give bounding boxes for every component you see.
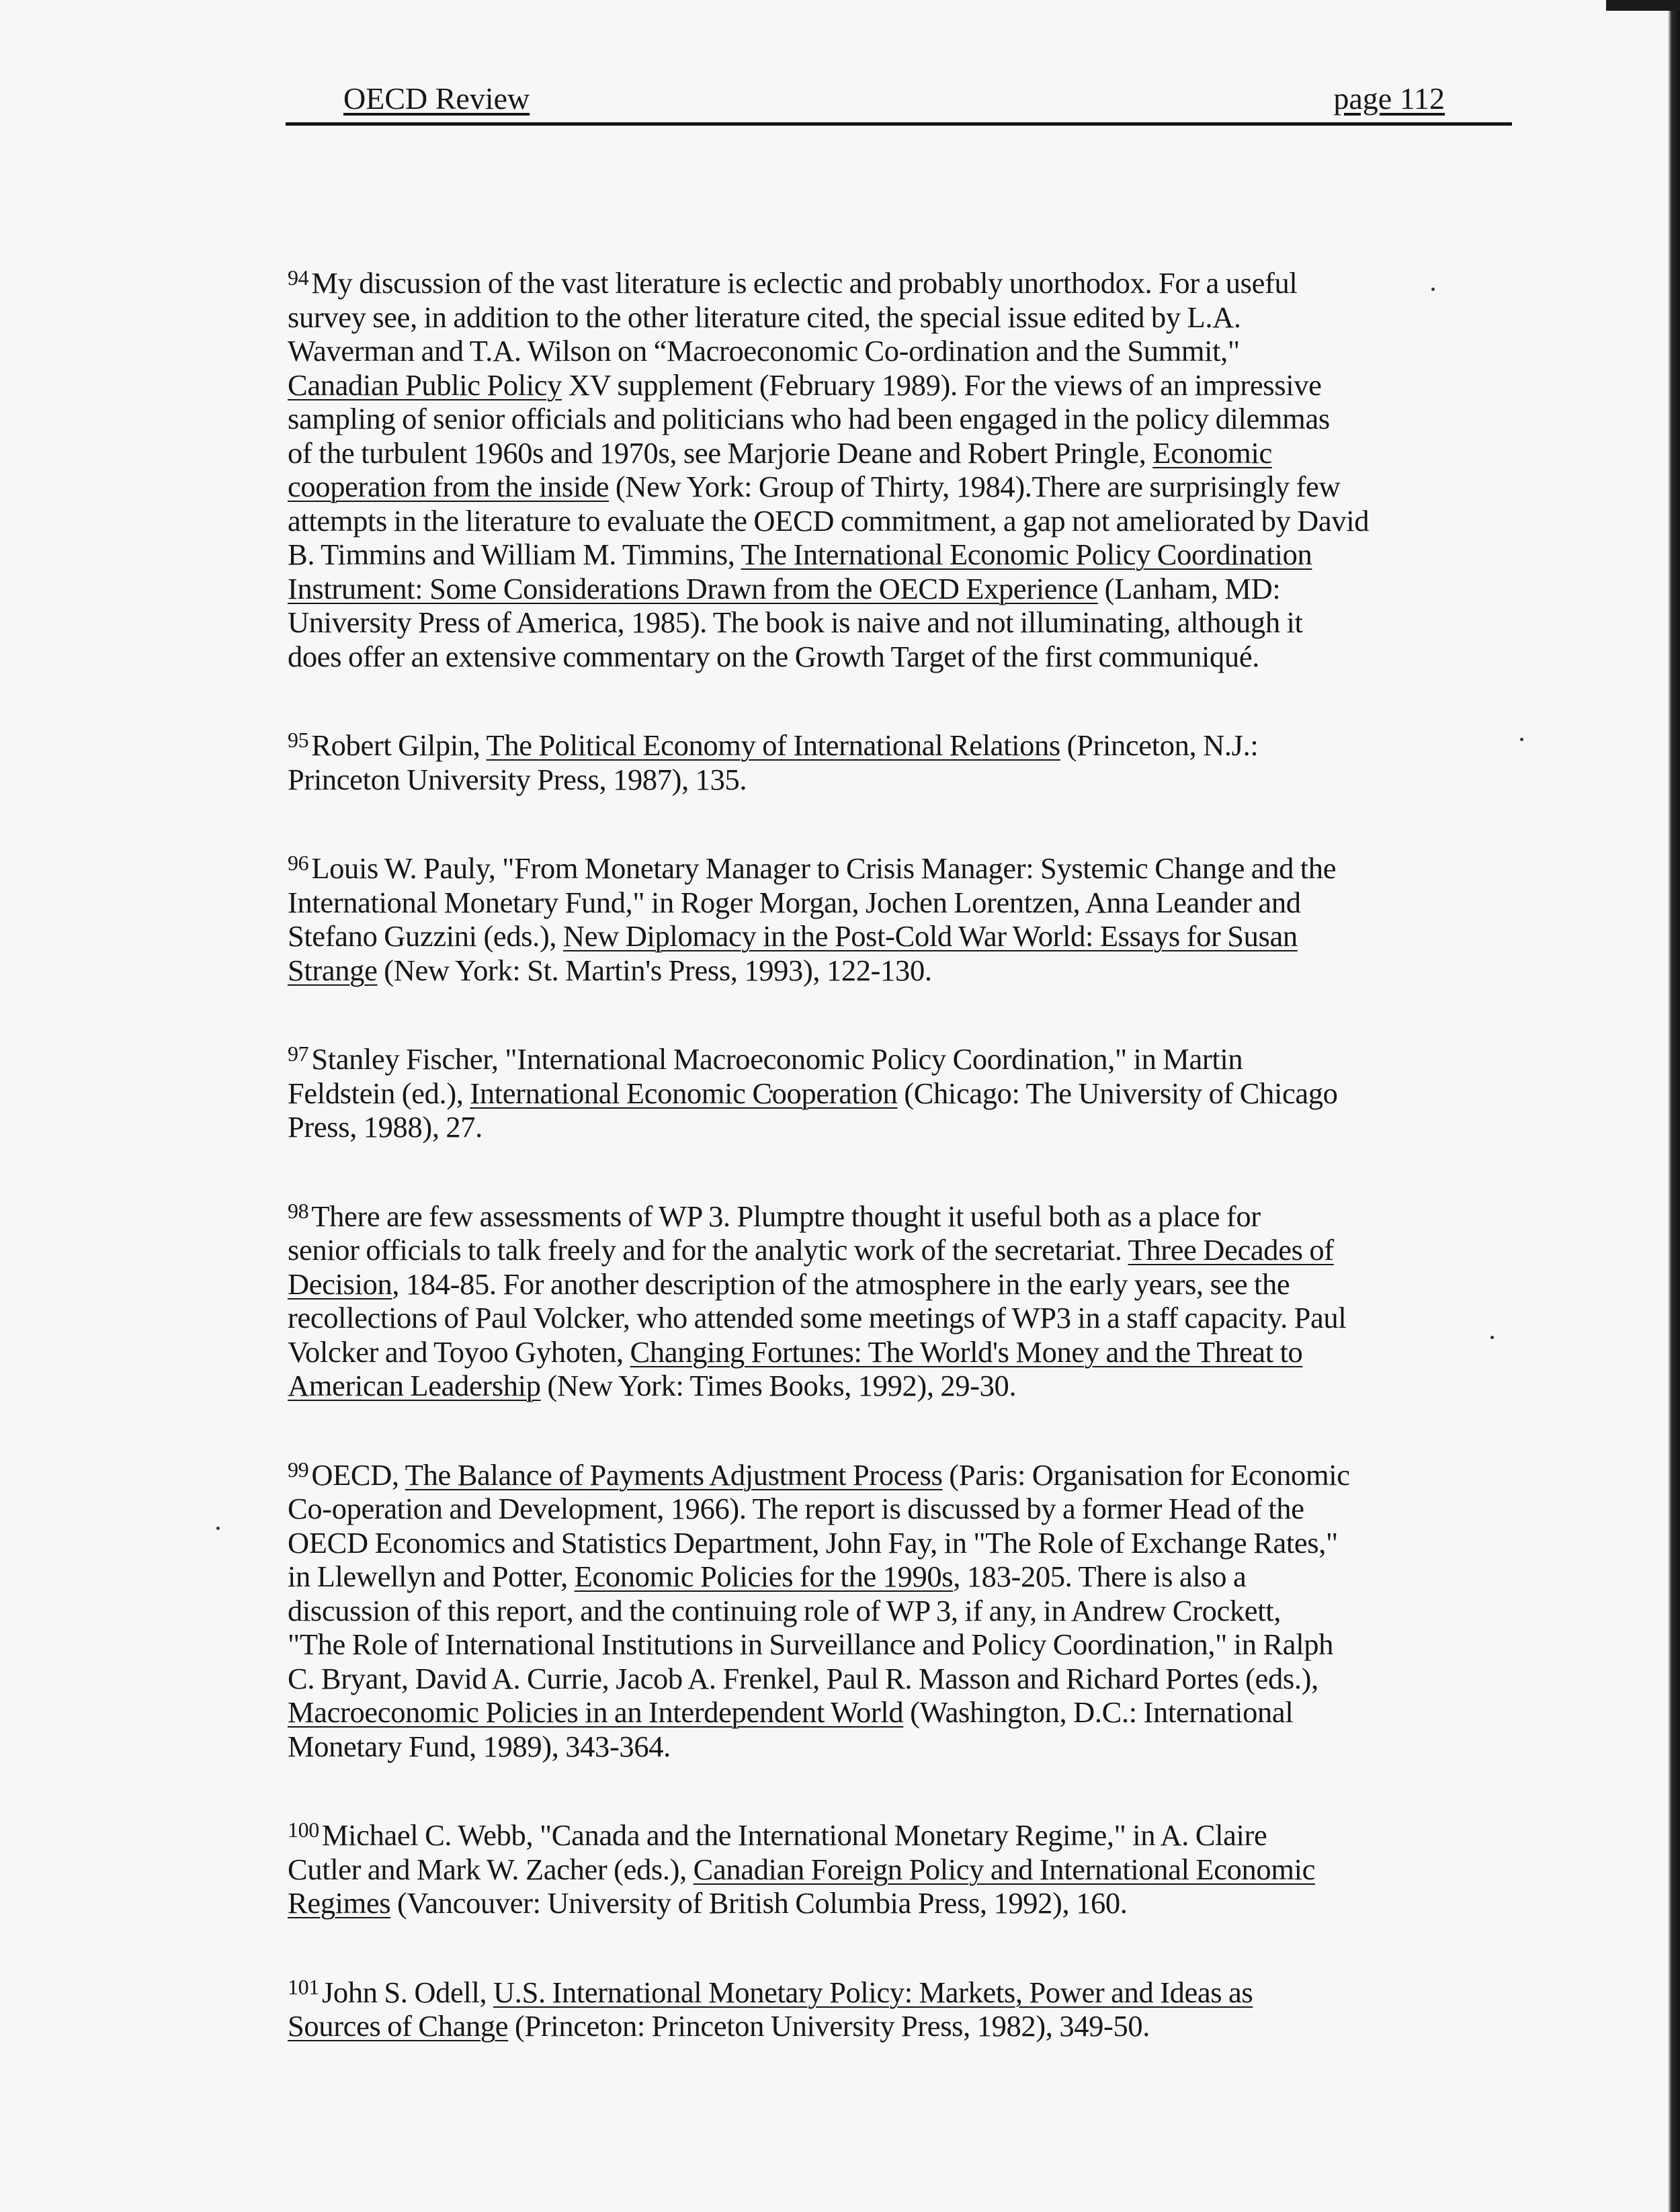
footnote-text: , 184-85. For another description of the atmosphere in the early years, see the recollections of Paul Volcker, who attended some meetings of WP3 in a staff capacity. Paul Volcker and Toyoo Gyhoten, bbox=[288, 1267, 1347, 1369]
cited-title: International Economic Cooperation bbox=[470, 1076, 898, 1110]
footnote-number: 97 bbox=[288, 1041, 309, 1066]
footnote-99 bbox=[288, 1453, 1524, 1764]
scan-corner bbox=[1606, 0, 1680, 11]
footnote-number: 99 bbox=[288, 1457, 309, 1482]
footnote-95 bbox=[288, 723, 1524, 796]
footnote-97 bbox=[288, 1037, 1524, 1144]
footnote-text: , 183-205. There is also a discussion of this report, and the continuing role of WP 3, if any, in Andrew Crockett, "The Role of International Institutions in Surveillance and Policy Coordination," in Ralph C. Bryant, David A. Currie, Jacob A. Frenkel, Paul R. Masson and Richard Portes (eds.), bbox=[288, 1560, 1334, 1695]
footnote-number: 95 bbox=[288, 728, 309, 752]
page-header bbox=[286, 79, 1512, 126]
scan-border bbox=[1668, 0, 1680, 2212]
cited-title: Canadian Foreign Policy and International Economic Regimes bbox=[288, 1852, 1316, 1920]
cited-title: Canadian Public Policy bbox=[288, 368, 562, 402]
footnote-text: OECD, bbox=[311, 1457, 405, 1492]
footnote-text: (New York: Times Books, 1992), 29-30. bbox=[540, 1369, 1017, 1402]
footnote-94 bbox=[288, 261, 1524, 673]
footnote-text: XV supplement (February 1989). For the views of an impressive sampling of senior officials and politicians who had been engaged in the policy dilemmas of the turbulent 1960s and 1970s, see Marjorie Deane and Robert Pringle, bbox=[288, 368, 1330, 470]
footnote-text: (Princeton, N.J.: Princeton University Press, 1987), 135. bbox=[288, 728, 1259, 796]
cited-title: Economic Policies for the 1990s bbox=[574, 1560, 954, 1593]
footnote-number: 101 bbox=[288, 1974, 319, 1999]
footnote-text: Michael C. Webb, "Canada and the International Monetary Regime," in A. Claire Cutler and Mark W. Zacher (eds.), bbox=[288, 1818, 1267, 1886]
footnote-list bbox=[288, 261, 1524, 2093]
footnote-text: (New York: St. Martin's Press, 1993), 122-130. bbox=[377, 953, 932, 987]
footnote-text: Louis W. Pauly, "From Monetary Manager to Crisis Manager: Systemic Change and the International Monetary Fund," in Roger Morgan, Jochen Lorentzen, Anna Leander and Stefano Guzzini (eds.), bbox=[288, 851, 1337, 953]
footnote-number: 98 bbox=[288, 1198, 309, 1223]
footnote-101 bbox=[288, 1970, 1524, 2043]
footnote-number: 96 bbox=[288, 851, 309, 875]
footnote-text: Stanley Fischer, "International Macroeconomic Policy Coordination," in Martin Feldstein (ed.), bbox=[288, 1042, 1243, 1110]
footnote-text: (Chicago: The University of Chicago Press, 1988), 27. bbox=[288, 1076, 1338, 1144]
cited-title: Macroeconomic Policies in an Interdependent World bbox=[288, 1695, 904, 1729]
footnote-text: (Paris: Organisation for Economic Co-operation and Development, 1966). The report is discussed by a former Head of the OECD Economics and Statistics Department, John Fay, in "The Role of Exchange Rates," in Llewellyn and Potter, bbox=[288, 1457, 1350, 1593]
cited-title: Three Decades of Decision bbox=[288, 1233, 1334, 1301]
cited-title: Changing Fortunes: The World's Money and the Threat to American Leadership bbox=[288, 1334, 1303, 1402]
cited-title: The Political Economy of International Relations bbox=[486, 728, 1060, 762]
scan-speck bbox=[216, 1527, 220, 1530]
footnote-text: (Princeton: Princeton University Press, 1982), 349-50. bbox=[508, 2009, 1150, 2043]
cited-title: Economic cooperation from the inside bbox=[288, 435, 1272, 503]
footnote-number: 100 bbox=[288, 1818, 319, 1842]
cited-title: U.S. International Monetary Policy: Markets, Power and Ideas as Sources of Change bbox=[288, 1975, 1253, 2043]
footnote-text: Robert Gilpin, bbox=[311, 728, 487, 762]
cited-title: The Balance of Payments Adjustment Process bbox=[405, 1457, 943, 1492]
footnote-number: 94 bbox=[288, 265, 309, 290]
footnote-text: (Washington, D.C.: International Monetary Fund, 1989), 343-364. bbox=[288, 1695, 1294, 1763]
footnote-text: (New York: Group of Thirty, 1984).There are surprisingly few attempts in the literature to evaluate the OECD commitment, a gap not ameliorated by David B. Timmins and William M. Timmins, bbox=[288, 470, 1370, 571]
footnote-96 bbox=[288, 846, 1524, 987]
cited-title: The International Economic Policy Coordination Instrument: Some Considerations Drawn from the OECD Experience bbox=[288, 538, 1312, 605]
page-number: page 112 bbox=[1333, 81, 1445, 116]
footnote-text: (Lanham, MD: University Press of America, 1985). The book is naive and not illuminating, although it does offer an extensive commentary on the Growth Target of the first communiqué. bbox=[288, 571, 1303, 673]
footnote-100 bbox=[288, 1813, 1524, 1920]
footnote-text: My discussion of the vast literature is eclectic and probably unorthodox. For a useful survey see, in addition to the other literature cited, the special issue edited by L.A. Waverman and T.A. Wilson on “Macroeconomic Co-ordination and the Summit," bbox=[288, 266, 1298, 368]
footnote-98 bbox=[288, 1194, 1524, 1403]
footnote-text: There are few assessments of WP 3. Plumptre thought it useful both as a place for senior officials to talk freely and for the analytic work of the secretariat. bbox=[288, 1199, 1261, 1267]
footnote-text: (Vancouver: University of British Columbia Press, 1992), 160. bbox=[390, 1886, 1128, 1920]
running-title: OECD Review bbox=[343, 81, 530, 116]
footnote-text: John S. Odell, bbox=[321, 1975, 494, 2009]
cited-title: New Diplomacy in the Post-Cold War World: Essays for Susan Strange bbox=[288, 919, 1298, 987]
